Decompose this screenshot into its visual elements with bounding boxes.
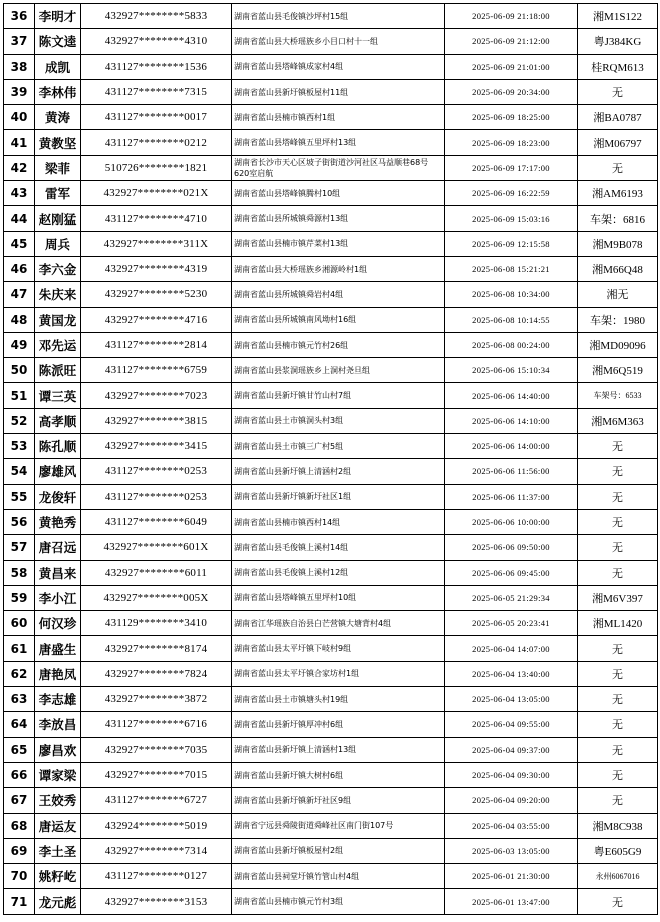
table-row xyxy=(4,864,658,889)
address: 湖南省蓝山县新圩镇板屋村2组 xyxy=(232,838,445,863)
row-number: 63 xyxy=(4,687,35,712)
timestamp: 2025-06-09 18:23:00 xyxy=(445,130,578,155)
plate-number: 湘ML1420 xyxy=(578,611,658,636)
plate-number: 车架：6816 xyxy=(578,206,658,231)
person-name: 李明才 xyxy=(35,4,81,29)
plate-number: 湘M6V397 xyxy=(578,585,658,610)
row-number: 49 xyxy=(4,332,35,357)
plate-number: 永州6067016 xyxy=(578,864,658,889)
row-number: 43 xyxy=(4,181,35,206)
address: 湖南省蓝山县浆洞瑶族乡上洞村尧旦组 xyxy=(232,358,445,383)
person-name: 李小江 xyxy=(35,585,81,610)
id-number: 431129********3410 xyxy=(81,611,232,636)
plate-number: 湘AM6193 xyxy=(578,181,658,206)
row-number: 64 xyxy=(4,712,35,737)
table-row xyxy=(4,737,658,762)
row-number: 67 xyxy=(4,788,35,813)
person-name: 廖昌欢 xyxy=(35,737,81,762)
table-row xyxy=(4,535,658,560)
address: 湖南省蓝山县新圩镇上清涵村13组 xyxy=(232,737,445,762)
person-name: 黄涛 xyxy=(35,105,81,130)
id-number: 432927********311X xyxy=(81,231,232,256)
timestamp: 2025-06-09 21:01:00 xyxy=(445,54,578,79)
plate-number: 无 xyxy=(578,687,658,712)
id-number: 432927********4310 xyxy=(81,29,232,54)
timestamp: 2025-06-01 13:47:00 xyxy=(445,889,578,914)
timestamp: 2025-06-04 09:20:00 xyxy=(445,788,578,813)
person-name: 王姣秀 xyxy=(35,788,81,813)
table-row xyxy=(4,231,658,256)
address: 湖南省蓝山县塔峰镇五里坪村13组 xyxy=(232,130,445,155)
row-number: 44 xyxy=(4,206,35,231)
person-name: 李六金 xyxy=(35,256,81,281)
plate-number: 湘无 xyxy=(578,282,658,307)
person-name: 黄昌来 xyxy=(35,560,81,585)
id-number: 431127********1536 xyxy=(81,54,232,79)
address: 湖南省蓝山县毛俊镇上溪村12组 xyxy=(232,560,445,585)
row-number: 70 xyxy=(4,864,35,889)
table-row xyxy=(4,54,658,79)
id-number: 432927********7314 xyxy=(81,838,232,863)
address: 湖南省蓝山县所城镇舜岩村4组 xyxy=(232,282,445,307)
id-number: 432927********7824 xyxy=(81,661,232,686)
row-number: 56 xyxy=(4,509,35,534)
plate-number: 无 xyxy=(578,155,658,180)
address: 湖南省蓝山县新圩镇上清涵村2组 xyxy=(232,459,445,484)
address: 湖南省蓝山县新圩镇板屋村11组 xyxy=(232,79,445,104)
person-name: 雷军 xyxy=(35,181,81,206)
person-name: 周兵 xyxy=(35,231,81,256)
id-number: 432927********3153 xyxy=(81,889,232,914)
row-number: 55 xyxy=(4,484,35,509)
row-number: 69 xyxy=(4,838,35,863)
id-number: 432927********005X xyxy=(81,585,232,610)
id-number: 510726********1821 xyxy=(81,155,232,180)
address: 湖南省蓝山县楠市镇元竹村3组 xyxy=(232,889,445,914)
address: 湖南省蓝山县塔峰镇五里坪村10组 xyxy=(232,585,445,610)
timestamp: 2025-06-04 13:05:00 xyxy=(445,687,578,712)
timestamp: 2025-06-06 14:00:00 xyxy=(445,434,578,459)
address: 湖南省蓝山县土市镇洞头村3组 xyxy=(232,408,445,433)
row-number: 45 xyxy=(4,231,35,256)
table-row xyxy=(4,206,658,231)
address: 湖南省蓝山县大桥瑶族乡湘源岭村1组 xyxy=(232,256,445,281)
table-row xyxy=(4,282,658,307)
address: 湖南省蓝山县塔峰镇腾村10组 xyxy=(232,181,445,206)
timestamp: 2025-06-05 20:23:41 xyxy=(445,611,578,636)
address: 湖南省蓝山县楠市镇西村1组 xyxy=(232,105,445,130)
address: 湖南省蓝山县新圩镇新圩社区1组 xyxy=(232,484,445,509)
plate-number: 湘M9B078 xyxy=(578,231,658,256)
table-row xyxy=(4,687,658,712)
address: 湖南省蓝山县毛俊镇沙坪村15组 xyxy=(232,4,445,29)
id-number: 432927********4319 xyxy=(81,256,232,281)
timestamp: 2025-06-01 21:30:00 xyxy=(445,864,578,889)
row-number: 46 xyxy=(4,256,35,281)
person-name: 唐盛生 xyxy=(35,636,81,661)
table-row xyxy=(4,585,658,610)
row-number: 38 xyxy=(4,54,35,79)
address: 湖南省蓝山县楠市镇元竹村26组 xyxy=(232,332,445,357)
address: 湖南省蓝山县新圩镇大树村6组 xyxy=(232,762,445,787)
person-name: 龙元彪 xyxy=(35,889,81,914)
id-number: 432927********601X xyxy=(81,535,232,560)
timestamp: 2025-06-06 09:45:00 xyxy=(445,560,578,585)
person-name: 黄教坚 xyxy=(35,130,81,155)
plate-number: 车架号：6533 xyxy=(578,383,658,408)
table-row xyxy=(4,332,658,357)
table-row xyxy=(4,611,658,636)
row-number: 52 xyxy=(4,408,35,433)
timestamp: 2025-06-04 13:40:00 xyxy=(445,661,578,686)
timestamp: 2025-06-04 03:55:00 xyxy=(445,813,578,838)
row-number: 60 xyxy=(4,611,35,636)
plate-number: 无 xyxy=(578,889,658,914)
id-number: 431127********0017 xyxy=(81,105,232,130)
table-row xyxy=(4,307,658,332)
timestamp: 2025-06-06 14:40:00 xyxy=(445,383,578,408)
timestamp: 2025-06-06 10:00:00 xyxy=(445,509,578,534)
table-row xyxy=(4,130,658,155)
address: 湖南省蓝山县毛俊镇上溪村14组 xyxy=(232,535,445,560)
timestamp: 2025-06-04 14:07:00 xyxy=(445,636,578,661)
row-number: 37 xyxy=(4,29,35,54)
id-number: 431127********0127 xyxy=(81,864,232,889)
timestamp: 2025-06-08 15:21:21 xyxy=(445,256,578,281)
row-number: 47 xyxy=(4,282,35,307)
plate-number: 车架：1980 xyxy=(578,307,658,332)
table-row xyxy=(4,560,658,585)
id-number: 432927********3872 xyxy=(81,687,232,712)
person-name: 黄艳秀 xyxy=(35,509,81,534)
row-number: 65 xyxy=(4,737,35,762)
person-name: 陈派旺 xyxy=(35,358,81,383)
id-number: 431127********4710 xyxy=(81,206,232,231)
address: 湖南省蓝山县大桥瑶族乡小目口村十一组 xyxy=(232,29,445,54)
address: 湖南省蓝山县所城镇舜源村13组 xyxy=(232,206,445,231)
timestamp: 2025-06-09 20:34:00 xyxy=(445,79,578,104)
plate-number: 湘M06797 xyxy=(578,130,658,155)
person-name: 陈文逵 xyxy=(35,29,81,54)
person-name: 李林伟 xyxy=(35,79,81,104)
table-body xyxy=(4,4,658,915)
table-row xyxy=(4,459,658,484)
plate-number: 粤E605G9 xyxy=(578,838,658,863)
person-name: 谭三英 xyxy=(35,383,81,408)
timestamp: 2025-06-09 18:25:00 xyxy=(445,105,578,130)
person-name: 李志雄 xyxy=(35,687,81,712)
row-number: 68 xyxy=(4,813,35,838)
person-name: 陈孔顺 xyxy=(35,434,81,459)
person-name: 何汉珍 xyxy=(35,611,81,636)
person-name: 邓先运 xyxy=(35,332,81,357)
id-number: 432927********7015 xyxy=(81,762,232,787)
plate-number: 湘MD09096 xyxy=(578,332,658,357)
id-number: 431127********6716 xyxy=(81,712,232,737)
timestamp: 2025-06-04 09:55:00 xyxy=(445,712,578,737)
table-row xyxy=(4,509,658,534)
person-name: 姚籽屹 xyxy=(35,864,81,889)
row-number: 61 xyxy=(4,636,35,661)
address: 湖南省蓝山县祠堂圩镇竹管山村4组 xyxy=(232,864,445,889)
table-row xyxy=(4,29,658,54)
table-row xyxy=(4,256,658,281)
timestamp: 2025-06-09 21:18:00 xyxy=(445,4,578,29)
id-number: 431127********6727 xyxy=(81,788,232,813)
plate-number: 无 xyxy=(578,788,658,813)
table-row xyxy=(4,383,658,408)
person-name: 朱庆来 xyxy=(35,282,81,307)
person-name: 高孝顺 xyxy=(35,408,81,433)
plate-number: 无 xyxy=(578,434,658,459)
plate-number: 无 xyxy=(578,560,658,585)
table-row xyxy=(4,636,658,661)
address: 湖南省蓝山县新圩镇厚冲村6组 xyxy=(232,712,445,737)
table-row xyxy=(4,4,658,29)
row-number: 54 xyxy=(4,459,35,484)
timestamp: 2025-06-08 10:14:55 xyxy=(445,307,578,332)
plate-number: 湘M8C938 xyxy=(578,813,658,838)
plate-number: 桂RQM613 xyxy=(578,54,658,79)
row-number: 57 xyxy=(4,535,35,560)
table-row xyxy=(4,889,658,914)
plate-number: 无 xyxy=(578,79,658,104)
id-number: 432927********8174 xyxy=(81,636,232,661)
row-number: 71 xyxy=(4,889,35,914)
id-number: 431127********2814 xyxy=(81,332,232,357)
plate-number: 无 xyxy=(578,535,658,560)
table-row xyxy=(4,105,658,130)
timestamp: 2025-06-06 09:50:00 xyxy=(445,535,578,560)
id-number: 432927********3815 xyxy=(81,408,232,433)
address: 湖南省蓝山县土市镇塘头村19组 xyxy=(232,687,445,712)
table-row xyxy=(4,358,658,383)
plate-number: 无 xyxy=(578,762,658,787)
id-number: 431127********7315 xyxy=(81,79,232,104)
id-number: 432927********021X xyxy=(81,181,232,206)
timestamp: 2025-06-06 11:56:00 xyxy=(445,459,578,484)
row-number: 62 xyxy=(4,661,35,686)
person-name: 梁菲 xyxy=(35,155,81,180)
address: 湖南省蓝山县太平圩镇合家坊村1组 xyxy=(232,661,445,686)
timestamp: 2025-06-05 21:29:34 xyxy=(445,585,578,610)
id-number: 431127********0212 xyxy=(81,130,232,155)
timestamp: 2025-06-04 09:30:00 xyxy=(445,762,578,787)
plate-number: 湘BA0787 xyxy=(578,105,658,130)
person-name: 唐艳凤 xyxy=(35,661,81,686)
timestamp: 2025-06-03 13:05:00 xyxy=(445,838,578,863)
table-row xyxy=(4,181,658,206)
row-number: 42 xyxy=(4,155,35,180)
id-number: 431127********6759 xyxy=(81,358,232,383)
row-number: 48 xyxy=(4,307,35,332)
plate-number: 无 xyxy=(578,459,658,484)
id-number: 432924********5019 xyxy=(81,813,232,838)
id-number: 432927********6011 xyxy=(81,560,232,585)
person-name: 谭家梁 xyxy=(35,762,81,787)
id-number: 431127********6049 xyxy=(81,509,232,534)
id-number: 432927********3415 xyxy=(81,434,232,459)
table-row xyxy=(4,838,658,863)
row-number: 50 xyxy=(4,358,35,383)
table-row xyxy=(4,408,658,433)
address: 湖南省蓝山县新圩镇新圩社区9组 xyxy=(232,788,445,813)
id-number: 432927********5230 xyxy=(81,282,232,307)
address: 湖南省长沙市天心区坡子街街道沙河社区马益顺巷68号620室启航 xyxy=(232,155,445,180)
table-row xyxy=(4,712,658,737)
address: 湖南省蓝山县新圩镇甘竹山村7组 xyxy=(232,383,445,408)
timestamp: 2025-06-09 12:15:58 xyxy=(445,231,578,256)
address: 湖南省宁远县舜陵街道舜峰社区南门街107号 xyxy=(232,813,445,838)
id-number: 432927********5833 xyxy=(81,4,232,29)
plate-number: 湘M1S122 xyxy=(578,4,658,29)
plate-number: 无 xyxy=(578,509,658,534)
table-row xyxy=(4,661,658,686)
person-name: 李放昌 xyxy=(35,712,81,737)
table-row xyxy=(4,788,658,813)
person-name: 龙俊轩 xyxy=(35,484,81,509)
timestamp: 2025-06-09 16:22:59 xyxy=(445,181,578,206)
table-row xyxy=(4,762,658,787)
table-row xyxy=(4,434,658,459)
id-number: 432927********7023 xyxy=(81,383,232,408)
plate-number: 无 xyxy=(578,636,658,661)
timestamp: 2025-06-09 21:12:00 xyxy=(445,29,578,54)
person-name: 唐运友 xyxy=(35,813,81,838)
id-number: 432927********4716 xyxy=(81,307,232,332)
plate-number: 湘M6M363 xyxy=(578,408,658,433)
id-number: 431127********0253 xyxy=(81,459,232,484)
timestamp: 2025-06-06 11:37:00 xyxy=(445,484,578,509)
plate-number: 无 xyxy=(578,484,658,509)
row-number: 66 xyxy=(4,762,35,787)
timestamp: 2025-06-08 00:24:00 xyxy=(445,332,578,357)
row-number: 51 xyxy=(4,383,35,408)
plate-number: 湘M66Q48 xyxy=(578,256,658,281)
registration-table xyxy=(3,3,658,915)
timestamp: 2025-06-09 17:17:00 xyxy=(445,155,578,180)
row-number: 36 xyxy=(4,4,35,29)
timestamp: 2025-06-09 15:03:16 xyxy=(445,206,578,231)
timestamp: 2025-06-08 10:34:00 xyxy=(445,282,578,307)
address: 湖南省蓝山县楠市镇芹菜村13组 xyxy=(232,231,445,256)
row-number: 59 xyxy=(4,585,35,610)
timestamp: 2025-06-06 15:10:34 xyxy=(445,358,578,383)
plate-number: 湘M6Q519 xyxy=(578,358,658,383)
person-name: 廖雄风 xyxy=(35,459,81,484)
id-number: 432927********7035 xyxy=(81,737,232,762)
row-number: 39 xyxy=(4,79,35,104)
address: 湖南省江华瑶族自治县白芒营镇大塘背村4组 xyxy=(232,611,445,636)
timestamp: 2025-06-06 14:10:00 xyxy=(445,408,578,433)
table-row xyxy=(4,813,658,838)
plate-number: 无 xyxy=(578,712,658,737)
plate-number: 无 xyxy=(578,737,658,762)
address: 湖南省蓝山县楠市镇西村14组 xyxy=(232,509,445,534)
row-number: 40 xyxy=(4,105,35,130)
plate-number: 粤J384KG xyxy=(578,29,658,54)
address: 湖南省蓝山县太平圩镇下岐村9组 xyxy=(232,636,445,661)
person-name: 李土圣 xyxy=(35,838,81,863)
table-row xyxy=(4,155,658,180)
address: 湖南省蓝山县所城镇南风坳村16组 xyxy=(232,307,445,332)
table-row xyxy=(4,484,658,509)
row-number: 58 xyxy=(4,560,35,585)
address: 湖南省蓝山县塔峰镇成家村4组 xyxy=(232,54,445,79)
row-number: 53 xyxy=(4,434,35,459)
person-name: 唐召远 xyxy=(35,535,81,560)
id-number: 431127********0253 xyxy=(81,484,232,509)
timestamp: 2025-06-04 09:37:00 xyxy=(445,737,578,762)
address: 湖南省蓝山县土市镇三广村5组 xyxy=(232,434,445,459)
person-name: 成凯 xyxy=(35,54,81,79)
person-name: 赵刚猛 xyxy=(35,206,81,231)
table-row xyxy=(4,79,658,104)
plate-number: 无 xyxy=(578,661,658,686)
row-number: 41 xyxy=(4,130,35,155)
person-name: 黄国龙 xyxy=(35,307,81,332)
